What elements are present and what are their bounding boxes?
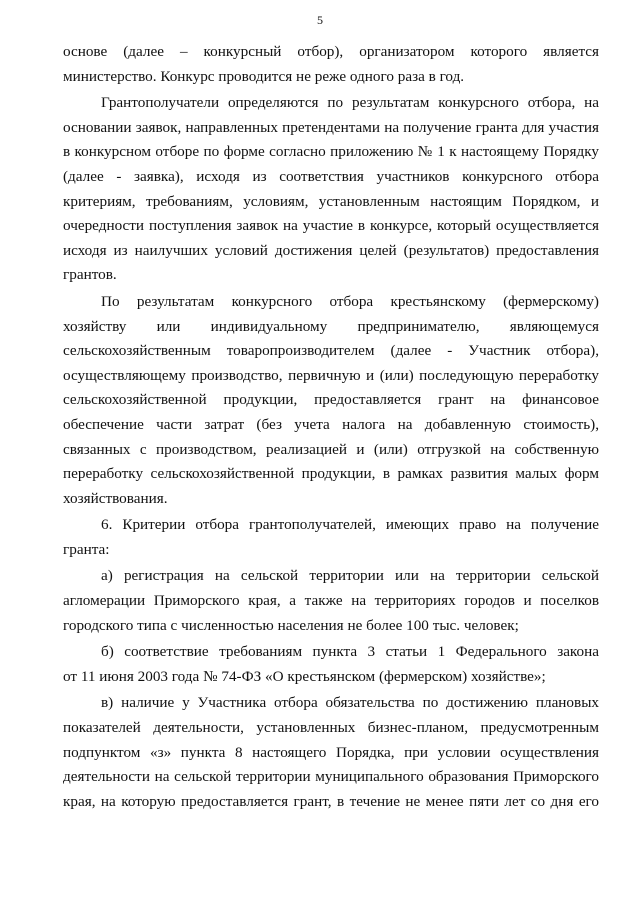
page-number: 5 (317, 13, 323, 27)
text-line: хозяйствования. (63, 489, 168, 507)
text-line: в) наличие у Участника отбора обязательства по достижению плановых (101, 694, 599, 712)
text-line: переработку сельскохозяйственной продукции, в рамках развития малых форм (63, 465, 599, 483)
text-line: подпунктом «з» пункта 8 настоящего Порядка, при условии осуществления (63, 743, 599, 761)
document-body (63, 40, 599, 814)
text-line: деятельности на сельской территории муниципального образования Приморского (63, 768, 599, 786)
text-line: б) соответствие требованиям пункта 3 статьи 1 Федерального закона (101, 643, 599, 661)
text-line: связанных с производством, реализацией и (или) отгрузкой на собственную (63, 440, 599, 458)
text-line: грантов. (63, 266, 117, 284)
paragraph-grant-recipients (63, 91, 599, 288)
list-item-a (63, 564, 599, 638)
text-line: осуществляющему производство, первичную и (или) последующую переработку (63, 366, 599, 384)
text-line: По результатам конкурсного отбора крестьянскому (фермерскому) (101, 292, 599, 310)
text-line: критериям, требованиям, условиям, установленным настоящим Порядком, и (63, 192, 599, 210)
text-line: очередности поступления заявок на участие в конкурсе, который осуществляется (63, 217, 599, 235)
text-line: Грантополучатели определяются по результатам конкурсного отбора, на (101, 94, 599, 112)
text-line: показателей деятельности, установленных бизнес-планом, предусмотренным (63, 719, 599, 737)
text-line: исходя из наилучших условий достижения целей (результатов) предоставления (63, 241, 599, 259)
text-line: министерство. Конкурс проводится не реже одного раза в год. (63, 67, 465, 85)
text-line: (далее - заявка), исходя из соответствия участников конкурсного отбора (63, 167, 599, 185)
text-line: сельскохозяйственным товаропроизводителем (далее - Участник отбора), (63, 342, 599, 360)
paragraph-section-6 (63, 513, 599, 562)
text-line: обеспечение части затрат (без учета налога на добавленную стоимость), (63, 415, 599, 433)
text-line: от 11 июня 2003 года № 74-ФЗ «О крестьянском (фермерском) хозяйстве»; (63, 667, 546, 685)
paragraph-selection-results (63, 290, 599, 511)
text-line: хозяйству или индивидуальному предпринимателю, являющемуся (63, 317, 599, 335)
text-line: в конкурсном отборе по форме согласно приложению № 1 к настоящему Порядку (63, 143, 599, 161)
text-line: основании заявок, направленных претендентами на получение гранта для участия (63, 118, 599, 136)
text-line: гранта: (63, 540, 110, 558)
text-line: 6. Критерии отбора грантополучателей, имеющих право на получение (101, 516, 599, 534)
text-line: агломерации Приморского края, а также на территориях городов и поселков (63, 592, 599, 610)
text-line: а) регистрация на сельской территории или на территории сельской (101, 567, 599, 585)
text-line: края, на которую предоставляется грант, в течение не менее пяти лет со дня его (63, 792, 599, 810)
paragraph-continuation (63, 40, 599, 89)
list-item-b (63, 640, 599, 689)
list-item-v (63, 691, 599, 814)
text-line: сельскохозяйственной продукции, предоставляется грант на финансовое (63, 391, 599, 409)
text-line: городского типа с численностью населения не более 100 тыс. человек; (63, 616, 519, 634)
text-line: основе (далее – конкурсный отбор), организатором которого является (63, 43, 599, 60)
